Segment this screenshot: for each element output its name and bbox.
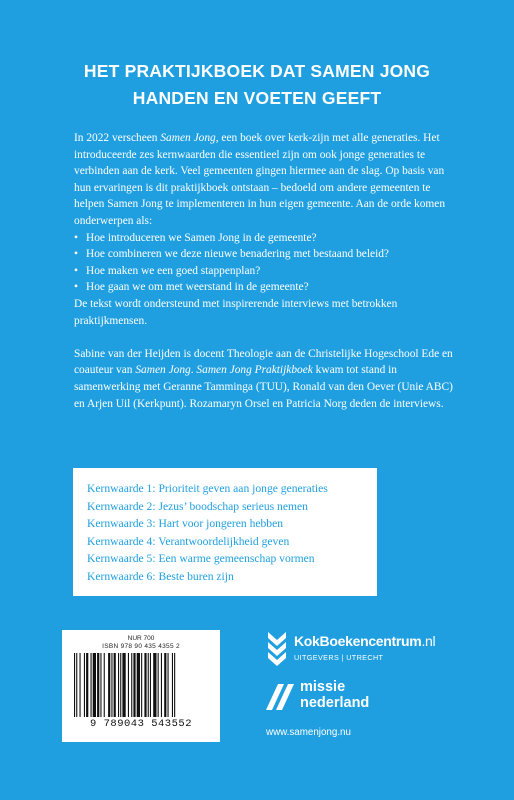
publisher-name — [294, 633, 435, 649]
barcode-box — [62, 630, 220, 742]
core-values-box — [73, 468, 377, 596]
missie-nederland-mark-icon — [264, 680, 296, 712]
author-book-title: Samen Jong — [135, 364, 191, 377]
core-value-item: Kernwaarde 2: Jezus’ boodschap serieus nemen — [87, 499, 308, 513]
intro-book-title: Samen Jong — [160, 132, 216, 144]
practice-book-title: Samen Jong Praktijkboek — [196, 364, 313, 377]
core-value-item: Kernwaarde 1: Prioriteit geven aan jonge generaties — [87, 482, 328, 495]
topic-item: • Hoe gaan we om met weerstand in de gemeente? — [74, 279, 458, 296]
author-paragraph — [74, 346, 458, 412]
intro-text-continued: , een boek over kerk-zijn met alle generaties. Het introduceerde zes kernwaarden die essentieel zijn om ook jonge generaties te verbinden aan de kerk. Veel gemeenten gingen hiermee aan de slag. Op basis van hun ervaringen is dit praktijkboek ontstaan – bedoeld om andere gemeenten te helpen Samen Jong te implementeren in hun eigen gemeente. Aan de orde komen onderwerpen als: — [74, 132, 446, 227]
publisher-mark-icon — [264, 628, 290, 668]
author-text-sep: . — [190, 364, 197, 377]
core-value-item: Kernwaarde 4: Verantwoordelijkheid geven — [87, 534, 290, 548]
missie-nederland-logo — [264, 678, 414, 714]
core-value-item: Kernwaarde 5: Een warme gemeenschap vormen — [87, 552, 315, 566]
topic-list — [74, 230, 458, 296]
topic-item: • Hoe maken we een goed stappenplan? — [74, 263, 458, 280]
publisher-subtitle: UITGEVERS | UTRECHT — [294, 653, 384, 662]
intro-text: In 2022 verscheen — [74, 132, 161, 144]
support-paragraph: De tekst wordt ondersteund met inspirerende interviews met betrokken praktijkmensen. — [74, 297, 398, 327]
author-text: Sabine van der Heijden is docent Theologie aan de Christelijke Hogeschool Ede en coauteur van — [74, 347, 453, 377]
publisher-logo — [264, 624, 484, 672]
mission-line-2: nederland — [300, 695, 370, 711]
topic-item: • Hoe combineren we deze nieuwe benadering met bestaand beleid? — [74, 246, 458, 263]
cover-heading — [40, 58, 474, 112]
heading-line-1: HET PRAKTIJKBOEK DAT SAMEN JONG — [83, 61, 431, 81]
publisher-name-suffix: .nl — [421, 633, 436, 649]
intro-paragraph — [74, 130, 458, 230]
mission-line-1: missie — [300, 679, 346, 695]
barcode-number: 9 789043 543552 — [89, 718, 192, 730]
core-value-item: Kernwaarde 3: Hart voor jongeren hebben — [87, 517, 284, 531]
barcode-bars-icon — [72, 653, 210, 717]
heading-line-2: HANDEN EN VOETEN GEEFT — [132, 88, 382, 108]
core-value-item: Kernwaarde 6: Beste buren zijn — [87, 569, 234, 583]
website-url: www.samenjong.nu — [266, 727, 351, 738]
publisher-name-main: KokBoekencentrum — [294, 633, 422, 649]
nur-code: NUR 700 — [127, 635, 155, 642]
isbn-number: ISBN 978 90 435 4355 2 — [102, 643, 180, 650]
author-text-continued: kwam tot stand in samenwerking met Geranne Tamminga (TUU), Ronald van den Oever (Unie ABC) en Arjen Uil (Kerkpunt). Rozamaryn Orsel en Patricia Norg deden de interviews. — [74, 364, 453, 410]
missie-nederland-text — [300, 679, 369, 711]
topic-item: • Hoe introduceren we Samen Jong in de gemeente? — [74, 230, 458, 247]
blurb — [74, 130, 458, 412]
